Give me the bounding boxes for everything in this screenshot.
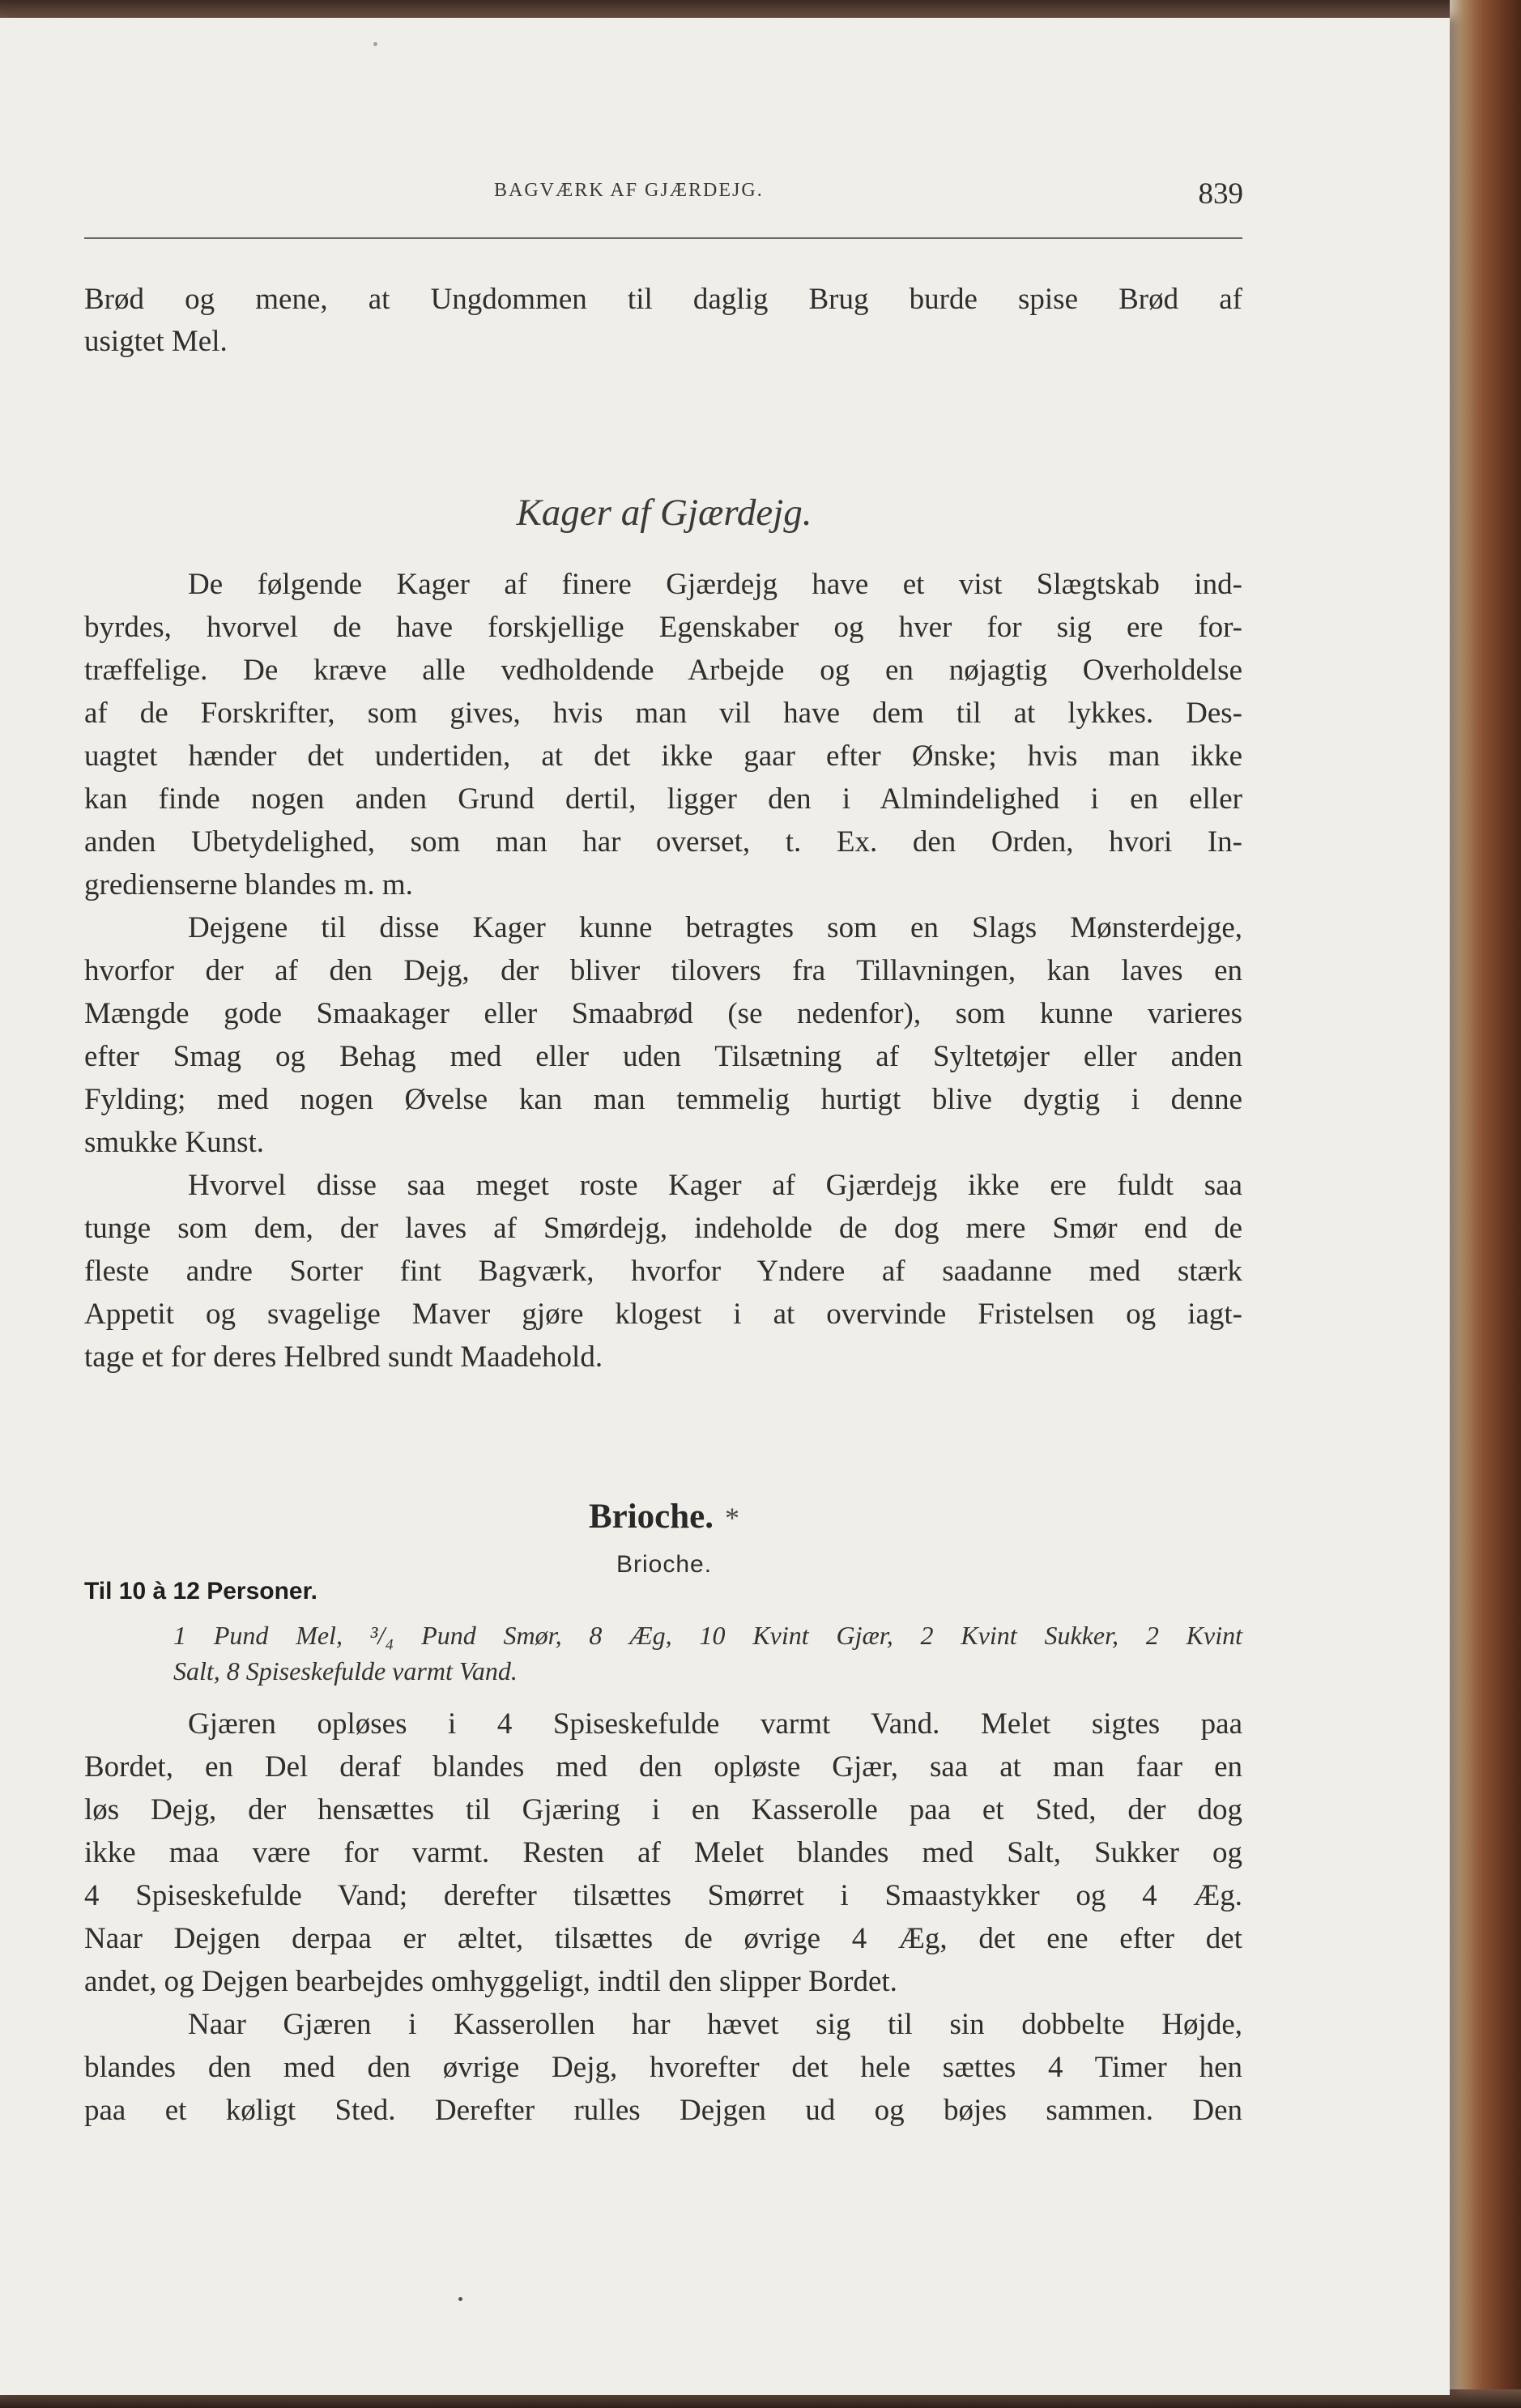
ink-speck — [373, 42, 377, 46]
text-line: anden Ubetydelighed, som man har overset, t. Ex. den Orden, hvori In- — [84, 825, 1242, 859]
header-rule — [84, 237, 1242, 239]
text-line: efter Smag og Behag med eller uden Tilsætning af Syltetøjer eller anden — [84, 1040, 1242, 1073]
text-line: Naar Dejgen derpaa er æltet, tilsættes de øvrige 4 Æg, det ene efter det — [84, 1922, 1242, 1955]
page-number: 839 — [1198, 177, 1243, 211]
recipe-title — [0, 1497, 1328, 1536]
top-edge — [0, 0, 1521, 18]
text-line: løs Dejg, der hensættes til Gjæring i en Kasserolle paa et Sted, der dog — [84, 1793, 1242, 1826]
text-line: træffelige. De kræve alle vedholdende Arbejde og en nøjagtig Overholdelse — [84, 654, 1242, 687]
ink-speck — [458, 2297, 462, 2301]
text-line: Bordet, en Del deraf blandes med den opløste Gjær, saa at man faar en — [84, 1750, 1242, 1784]
text-line: Brød og mene, at Ungdommen til daglig Brug burde spise Brød af — [84, 283, 1242, 316]
page-paper — [0, 18, 1450, 2395]
text-line: af de Forskrifter, som gives, hvis man vil have dem til at lykkes. Des- — [84, 697, 1242, 730]
recipe-subtitle: Brioche. — [616, 1551, 713, 1578]
text-line: 4 Spiseskefulde Vand; derefter tilsættes Smørret i Smaastykker og 4 Æg. — [84, 1879, 1242, 1912]
footnote-marker: * — [725, 1502, 740, 1534]
text-line: Hvorvel disse saa meget roste Kager af Gjærdejg ikke ere fuldt saa — [188, 1169, 1242, 1202]
text-line: hvorfor der af den Dejg, der bliver tilovers fra Tillavningen, kan laves en — [84, 954, 1242, 987]
text-line: kan finde nogen anden Grund dertil, ligger den i Almindelighed i en eller — [84, 782, 1242, 816]
text-line: Fylding; med nogen Øvelse kan man temmelig hurtigt blive dygtig i denne — [84, 1083, 1242, 1116]
running-header: BAGVÆRK AF GJÆRDEJG. — [494, 180, 764, 201]
text-line: gredienserne blandes m. m. — [84, 868, 413, 901]
text-line: andet, og Dejgen bearbejdes omhyggeligt, indtil den slipper Bordet. — [84, 1965, 897, 1998]
text-line: tage et for deres Helbred sundt Maadehold. — [84, 1340, 603, 1374]
text-line: fleste andre Sorter fint Bagværk, hvorfor Yndere af saadanne med stærk — [84, 1255, 1242, 1288]
text-line: smukke Kunst. — [84, 1126, 264, 1159]
recipe-title-text: Brioche. — [588, 1498, 714, 1536]
ingredients-line: Salt, 8 Spiseskefulde varmt Vand. — [173, 1656, 518, 1686]
book-binding-edge — [1450, 0, 1521, 2408]
text-line: paa et køligt Sted. Derefter rulles Dejgen ud og bøjes sammen. Den — [84, 2094, 1242, 2127]
text-line: Naar Gjæren i Kasserollen har hævet sig til sin dobbelte Højde, — [188, 2008, 1242, 2041]
text-line: Appetit og svagelige Maver gjøre klogest i at overvinde Fristelsen og iagt- — [84, 1298, 1242, 1331]
text-line: Mængde gode Smaakager eller Smaabrød (se nedenfor), som kunne varieres — [84, 997, 1242, 1030]
text-line: usigtet Mel. — [84, 325, 228, 358]
text-line: Gjæren opløses i 4 Spiseskefulde varmt Vand. Melet sigtes paa — [188, 1707, 1242, 1741]
text-line: ikke maa være for varmt. Resten af Melet blandes med Salt, Sukker og — [84, 1836, 1242, 1869]
text-line: tunge som dem, der laves af Smørdejg, indeholde de dog mere Smør end de — [84, 1212, 1242, 1245]
text-line: blandes den med den øvrige Dejg, hvorefter det hele sættes 4 Timer hen — [84, 2051, 1242, 2084]
text-line: uagtet hænder det undertiden, at det ikke gaar efter Ønske; hvis man ikke — [84, 739, 1242, 773]
text-line: byrdes, hvorvel de have forskjellige Egenskaber og hver for sig ere for- — [84, 611, 1242, 644]
text-line: De følgende Kager af finere Gjærdejg have et vist Slægtskab ind- — [188, 568, 1242, 601]
servings-label: Til 10 à 12 Personer. — [84, 1578, 317, 1605]
section-title: Kager af Gjærdejg. — [516, 492, 812, 534]
ingredients-line: 1 Pund Mel, ³/₄ Pund Smør, 8 Æg, 10 Kvint Gjær, 2 Kvint Sukker, 2 Kvint — [173, 1621, 1242, 1650]
text-line: Dejgene til disse Kager kunne betragtes som en Slags Mønsterdejge, — [188, 911, 1242, 944]
